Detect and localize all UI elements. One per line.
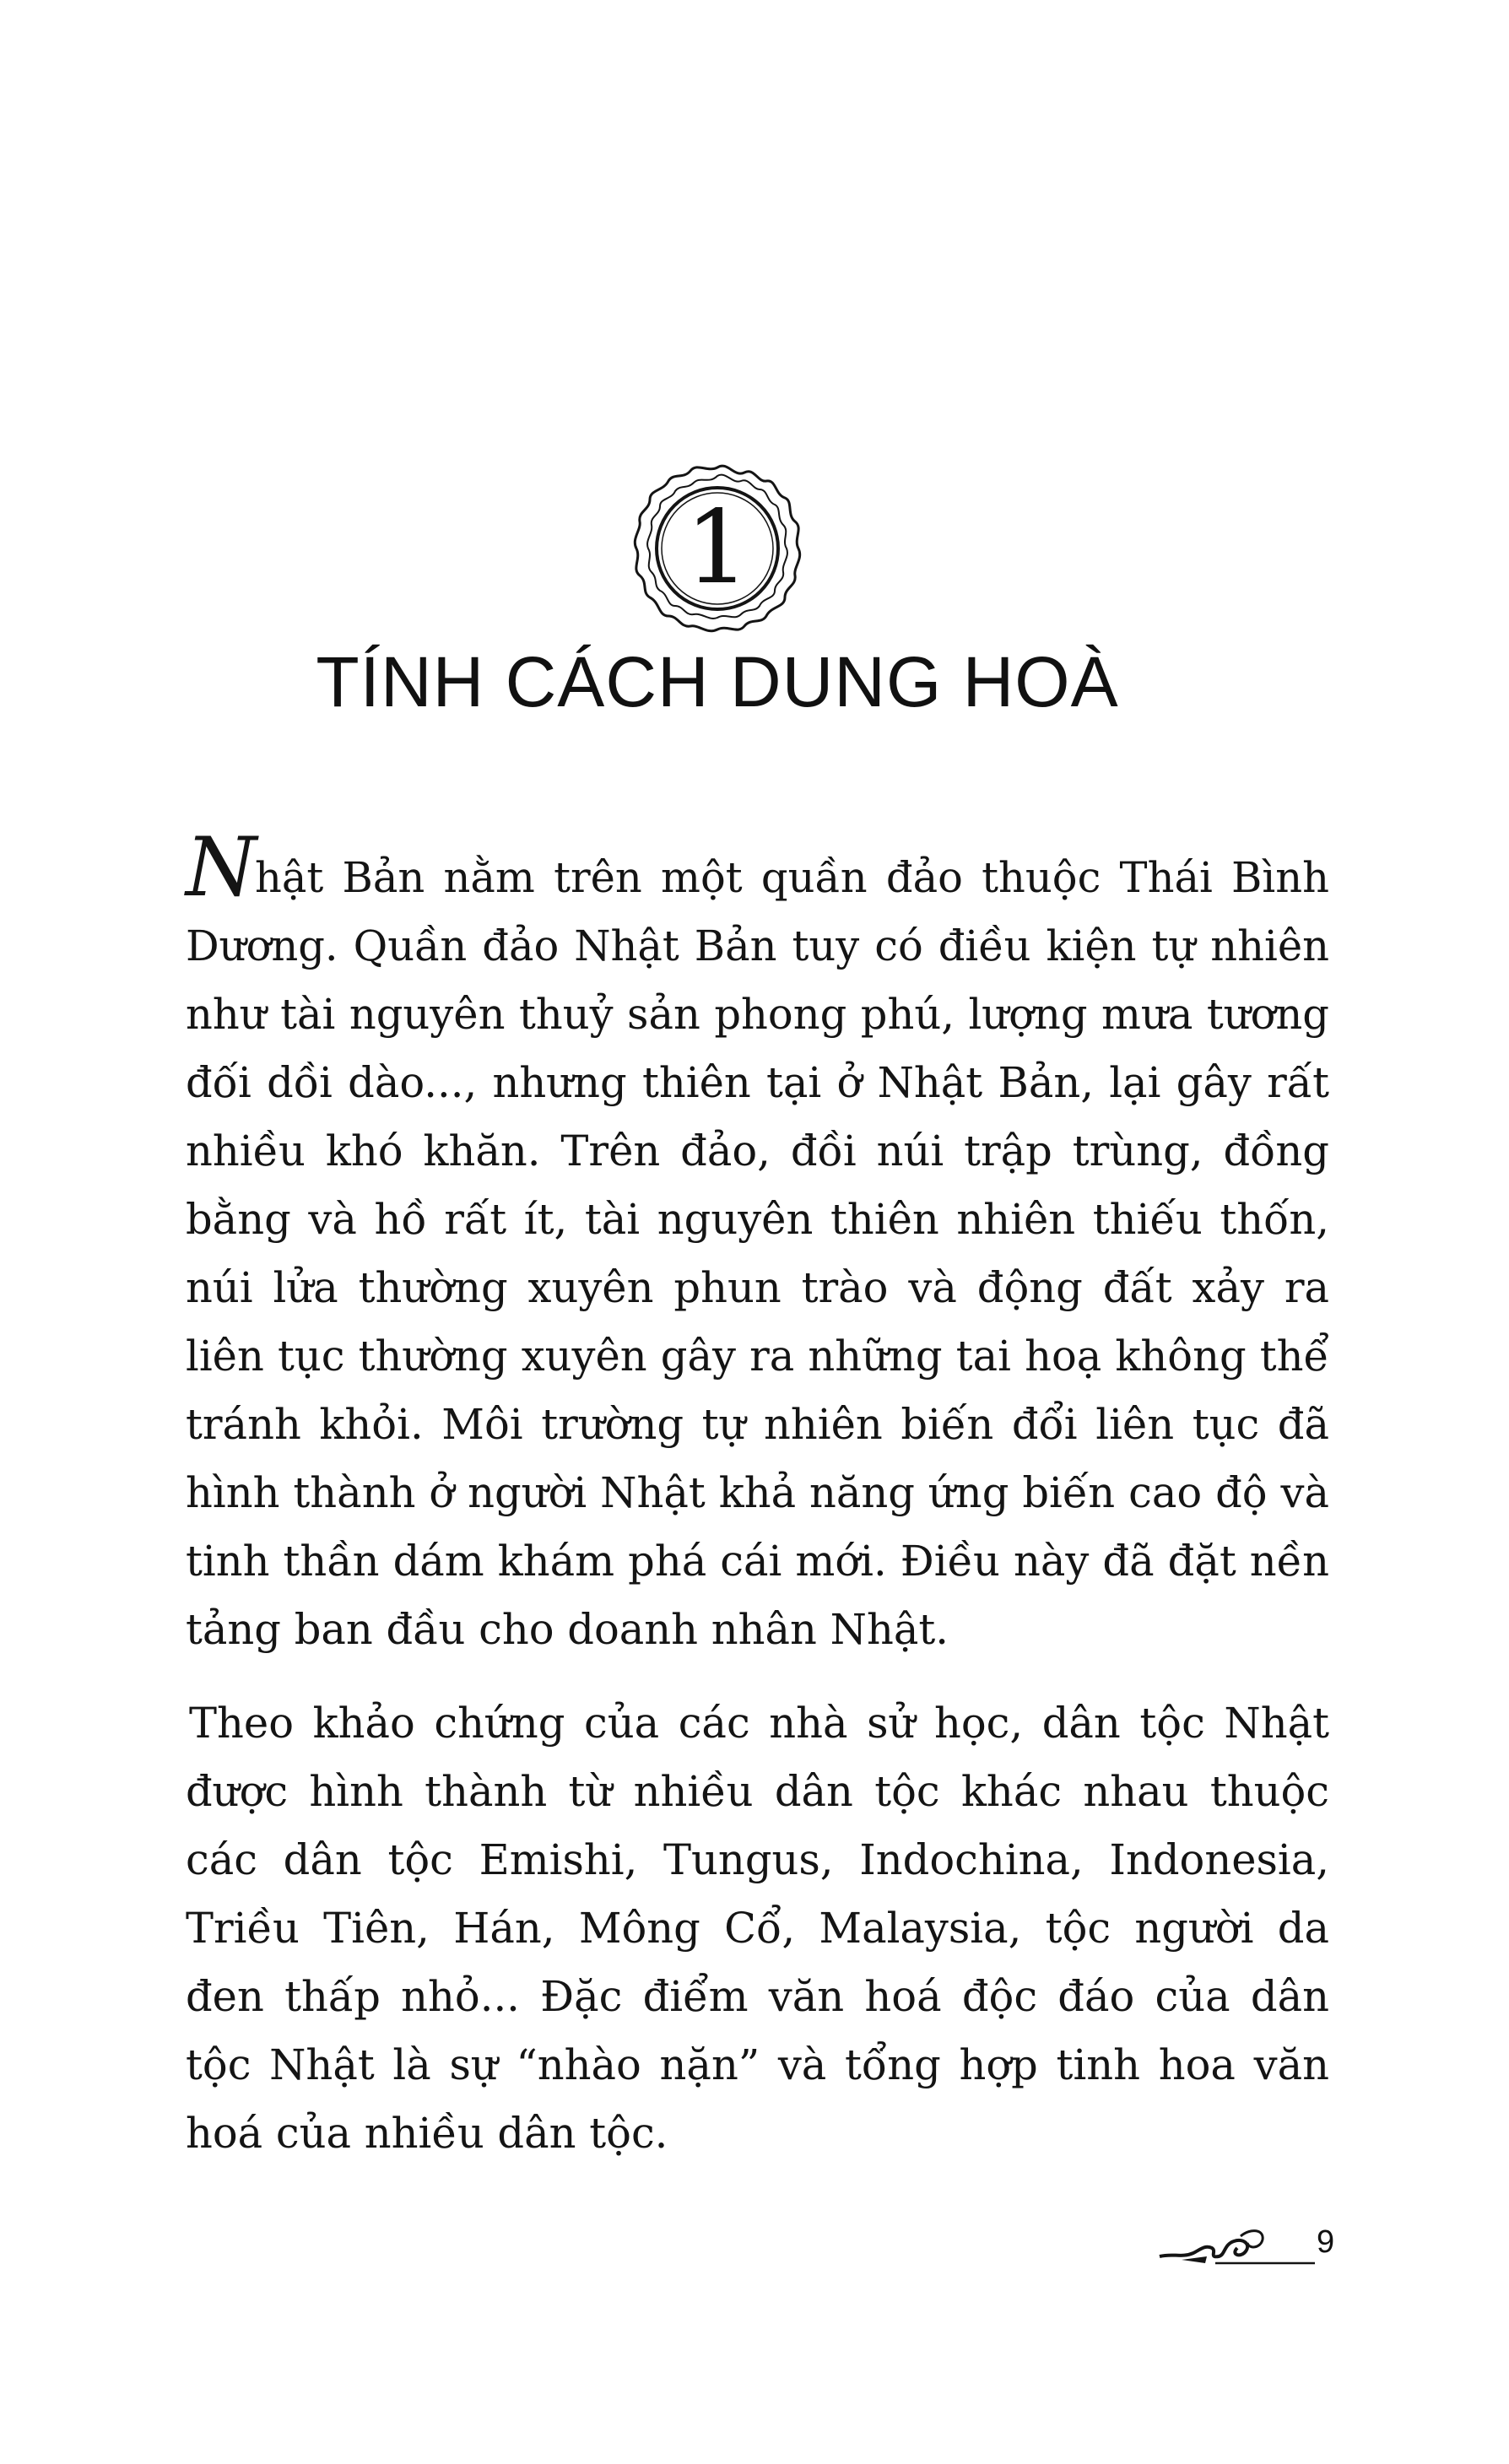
chapter-badge [625,456,810,641]
page-footer [1156,2219,1342,2270]
drop-cap: N [186,820,253,915]
paragraph-2: Theo khảo chứng của các nhà sử học, dân tộc Nhật được hình thành từ nhiều dân tộc khác nhau thuộc các dân tộc Emishi, Tungus, Indochina, Indonesia, Triều Tiên, Hán, Mông Cổ, Malaysia, tộc người da đen thấp nhỏ... Đặc điểm văn hoá độc đáo của dân tộc Nhật là sự “nhào nặn” và tổng hợp tinh hoa văn hoá của nhiều dân tộc. [186,1699,1329,2158]
paragraph-1 [186,820,1329,1664]
paragraph-1-text: hật Bản nằm trên một quần đảo thuộc Thái Bình Dương. Quần đảo Nhật Bản tuy có điều kiện tự nhiên như tài nguyên thuỷ sản phong phú, lượng mưa tương đối dồi dào..., nhưng thiên tại ở Nhật Bản, lại gây rất nhiều khó khăn. Trên đảo, đồi núi trập trùng, đồng bằng và hồ rất ít, tài nguyên thiên nhiên thiếu thốn, núi lửa thường xuyên phun trào và động đất xảy ra liên tục thường xuyên gây ra những tai hoạ không thể tránh khỏi. Môi trường tự nhiên biến đổi liên tục đã hình thành ở người Nhật khả năng ứng biến cao độ và tinh thần dám khám phá cái mới. Điều này đã đặt nền tảng ban đầu cho doanh nhân Nhật. [186,853,1329,1654]
chapter-number: 1 [684,489,750,607]
body-text [186,820,1329,2168]
chapter-title: TÍNH CÁCH DUNG HOÀ [316,642,1119,721]
page-number: 9 [1317,2224,1335,2260]
decorative-flourish-icon [1156,2219,1317,2270]
